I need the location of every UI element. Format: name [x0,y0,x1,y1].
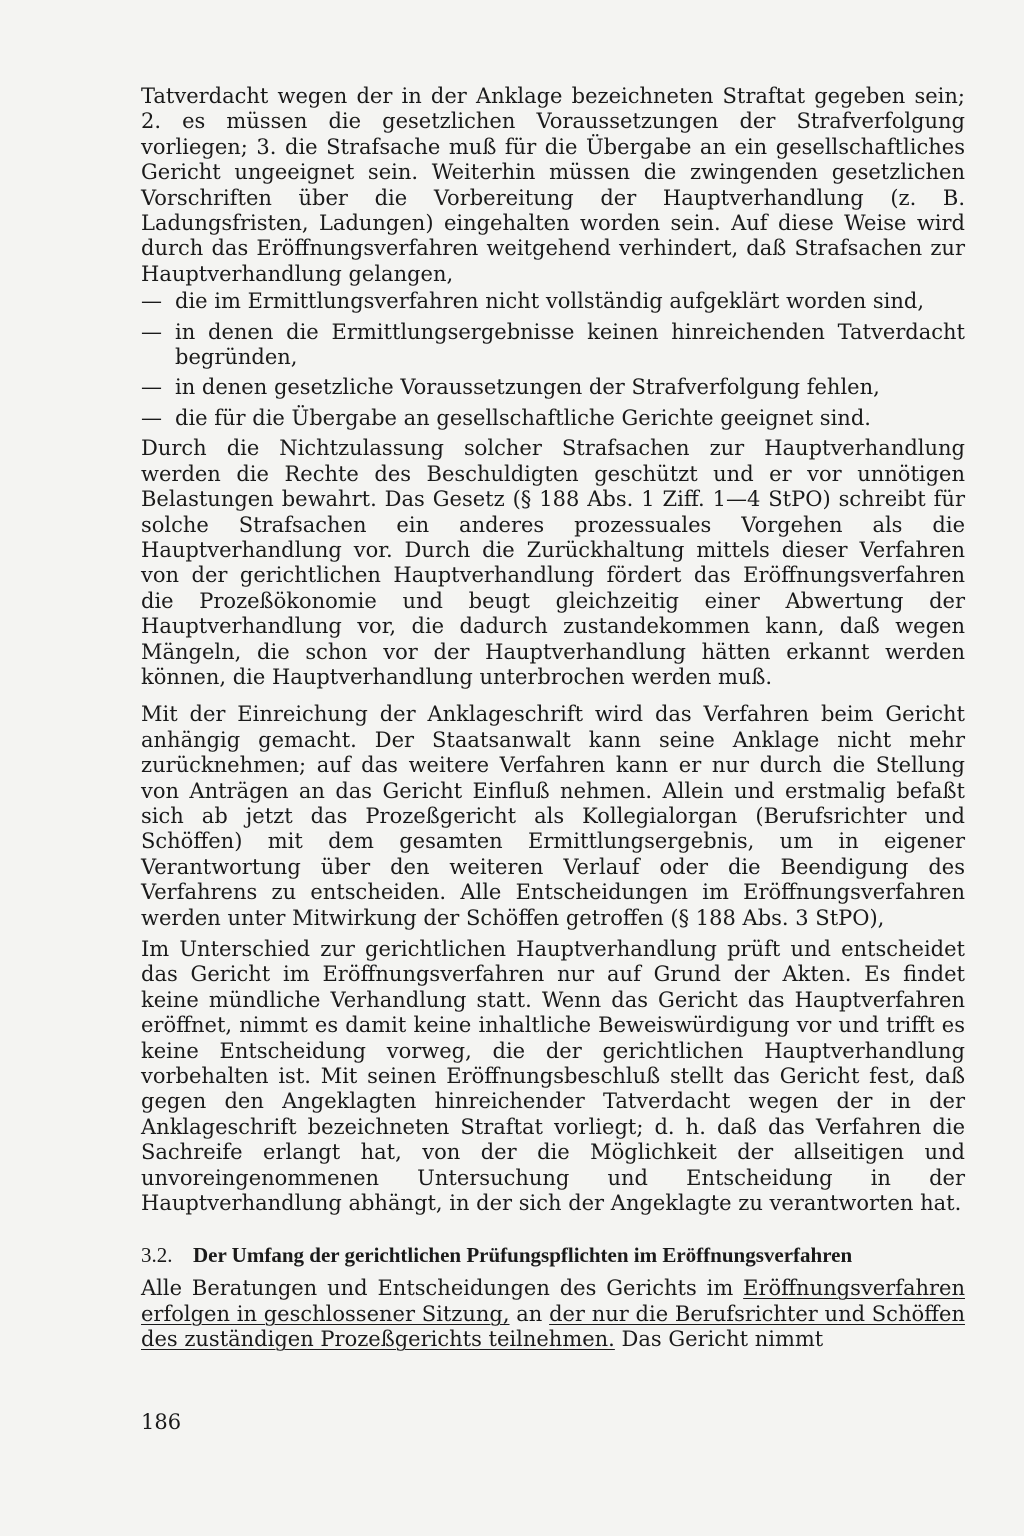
page-content [141,84,965,1353]
list-item-text: in denen gesetzliche Voraussetzungen der Strafverfolgung fehlen, [175,375,880,400]
list-item-text: die für die Übergabe an gesellschaftliche Gerichte geeignet sind. [175,405,871,430]
final-paragraph-mid: an [509,1301,550,1326]
list-item [141,375,965,400]
list-item-text: in denen die Ermittlungsergebnisse keinen hinreichenden Tatverdacht begründen, [175,319,965,370]
underlined-text-2: der nur die Berufsrichter und Schöffen des zuständigen Prozeßgerichts teilnehmen. [141,1301,965,1352]
underlined-text: Eröffnungsverfahren erfolgen in geschlossener Sitzung, [141,1276,965,1326]
section-number: 3.2. [141,1243,173,1268]
list-dash: — [141,319,162,344]
list-item-text: die im Ermittlungsverfahren nicht vollständig aufgeklärt worden sind, [175,289,925,314]
paragraph-2: Durch die Nichtzulassung solcher Strafsachen zur Hauptverhandlung werden die Rechte des Beschuldigten geschützt und er vor unnötigen Belastungen bewahrt. Das Gesetz (§ 188 Abs. 1 Ziff. 1—4 StPO) schreibt für solche Strafsachen ein anderes prozessuales Vorgehen als die Hauptverhandlung vor. Durch die Zurückhaltung mittels dieser Verfahren von der gerichtlichen Hauptverhandlung fördert das Eröffnungsverfahren die Prozeßökonomie und beugt gleichzeitig einer Abwertung der Hauptverhandlung vor, die dadurch zustandekommen kann, daß wegen Mängeln, die schon vor der Hauptverhandlung hätten erkannt werden können, die Hauptverhandlung unterbrochen werden muß. [141,436,965,689]
list-item [141,406,965,431]
paragraph-4: Im Unterschied zur gerichtlichen Hauptverhandlung prüft und entscheidet das Gericht im Eröffnungsverfahren nur auf Grund der Akten. Es findet keine mündliche Verhandlung statt. Wenn das Gericht das Hauptverfahren eröffnet, nimmt es damit keine inhaltliche Beweiswürdigung vor und trifft es keine Entscheidung vorweg, die der gerichtlichen Hauptverhandlung vorbehalten ist. Mit seinen Eröffnungsbeschluß stellt das Gericht fest, daß gegen den Angeklagten hinreichender Tatverdacht wegen der in der Anklageschrift bezeichneten Straftat vorliegt; d. h. daß das Verfahren die Sachreife erlangt hat, von der die Möglichkeit der allseitigen und unvoreingenommenen Untersuchung und Entscheidung in der Hauptverhandlung abhängt, in der sich der Angeklagte zu verantworten hat. [141,937,965,1216]
list-item [141,320,965,371]
list-dash: — [141,405,162,430]
section-title: Der Umfang der gerichtlichen Prüfungspflichten im Eröffnungsverfahren [193,1243,853,1268]
criteria-list [141,289,965,431]
intro-paragraph: Tatverdacht wegen der in der Anklage bezeichneten Straftat gegeben sein; 2. es müssen die gesetzlichen Voraussetzungen der Strafverfolgung vorliegen; 3. die Strafsache muß für die Übergabe an ein gesellschaftliches Gericht ungeeignet sein. Weiterhin müssen die zwingenden gesetzlichen Vorschriften über die Vorbereitung der Hauptverhandlung (z. B. Ladungsfristen, Ladungen) eingehalten worden sein. Auf diese Weise wird durch das Eröffnungsverfahren weitgehend verhindert, daß Strafsachen zur Hauptverhandlung gelangen, [141,84,965,286]
paragraph-3: Mit der Einreichung der Anklageschrift wird das Verfahren beim Gericht anhängig gemacht. Der Staatsanwalt kann seine Anklage nicht mehr zurücknehmen; auf das weitere Verfahren kann er nur durch die Stellung von Anträgen an das Gericht Einfluß nehmen. Allein und erstmalig befaßt sich ab jetzt das Prozeßgericht als Kollegialorgan (Berufsrichter und Schöffen) mit dem gesamten Ermittlungsergebnis, um in eigener Verantwortung über den weiteren Verlauf oder die Beendigung des Verfahrens zu entscheiden. Alle Entscheidungen im Eröffnungsverfahren werden unter Mitwirkung der Schöffen getroffen (§ 188 Abs. 3 StPO), [141,702,965,930]
list-dash: — [141,375,162,400]
list-dash: — [141,289,162,314]
final-paragraph [141,1276,965,1352]
final-paragraph-start: Alle Beratungen und Entscheidungen des Gerichts im [141,1276,744,1301]
section-heading [141,1242,965,1268]
page-number: 186 [141,1410,182,1434]
final-paragraph-end: Das Gericht nimmt [614,1327,824,1352]
list-item [141,289,965,314]
